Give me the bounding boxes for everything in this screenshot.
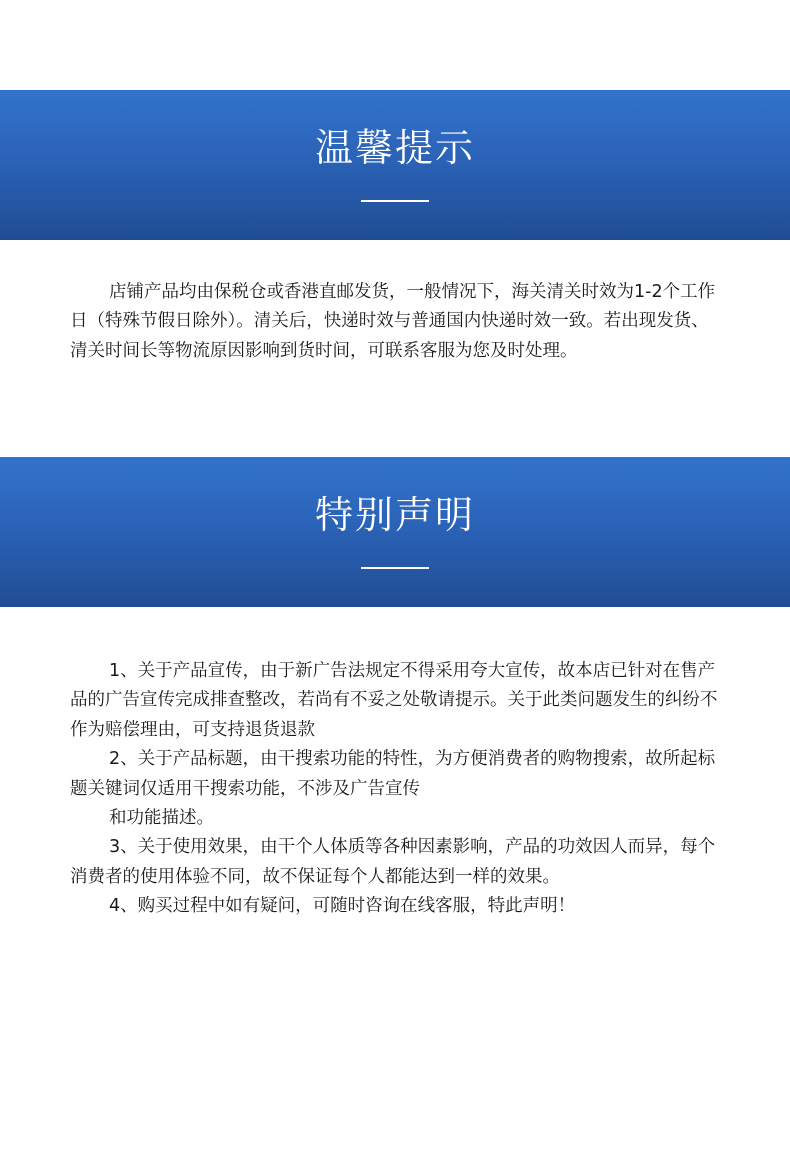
statement-item-1: 1、关于产品宣传，由于新广告法规定不得采用夸大宣传，故本店已针对在售产品的广告宣传完成排查整改，若尚有不妥之处敬请提示。关于此类问题发生的纠纷不作为赔偿理由，可支持退货退款: [70, 661, 718, 740]
notice-paragraph: 店铺产品均由保税仓或香港直邮发货，一般情况下，海关清关时效为1-2个工作日（特殊节假日除外）。清关后，快递时效与普通国内快递时效一致。若出现发货、清关时间长等物流原因影响到货时间，可联系客服为您及时处理。: [70, 282, 716, 361]
statement-item-2: 2、关于产品标题，由干搜索功能的特性，为方便消费者的购物搜索，故所起标题关键词仅适用干搜索功能，不涉及广告宣传: [70, 749, 716, 799]
statement-item-4: 4、购买过程中如有疑问，可随时咨询在线客服，特此声明！: [109, 896, 576, 917]
statement-item-3: 3、关于使用效果，由干个人体质等各种因素影响，产品的功效因人而异，每个消费者的使用体验不同，故不保证每个人都能达到一样的效果。: [70, 837, 716, 887]
notice-body: [70, 278, 722, 366]
statement-title-underline: [361, 567, 429, 569]
statement-body: [70, 657, 722, 922]
statement-banner: [0, 457, 790, 607]
notice-title: 温馨提示: [314, 126, 475, 170]
statement-title: 特别声明: [314, 493, 475, 537]
notice-title-underline: [361, 200, 429, 202]
statement-item-2-continued: 和功能描述。: [109, 808, 214, 829]
notice-banner: [0, 90, 790, 240]
